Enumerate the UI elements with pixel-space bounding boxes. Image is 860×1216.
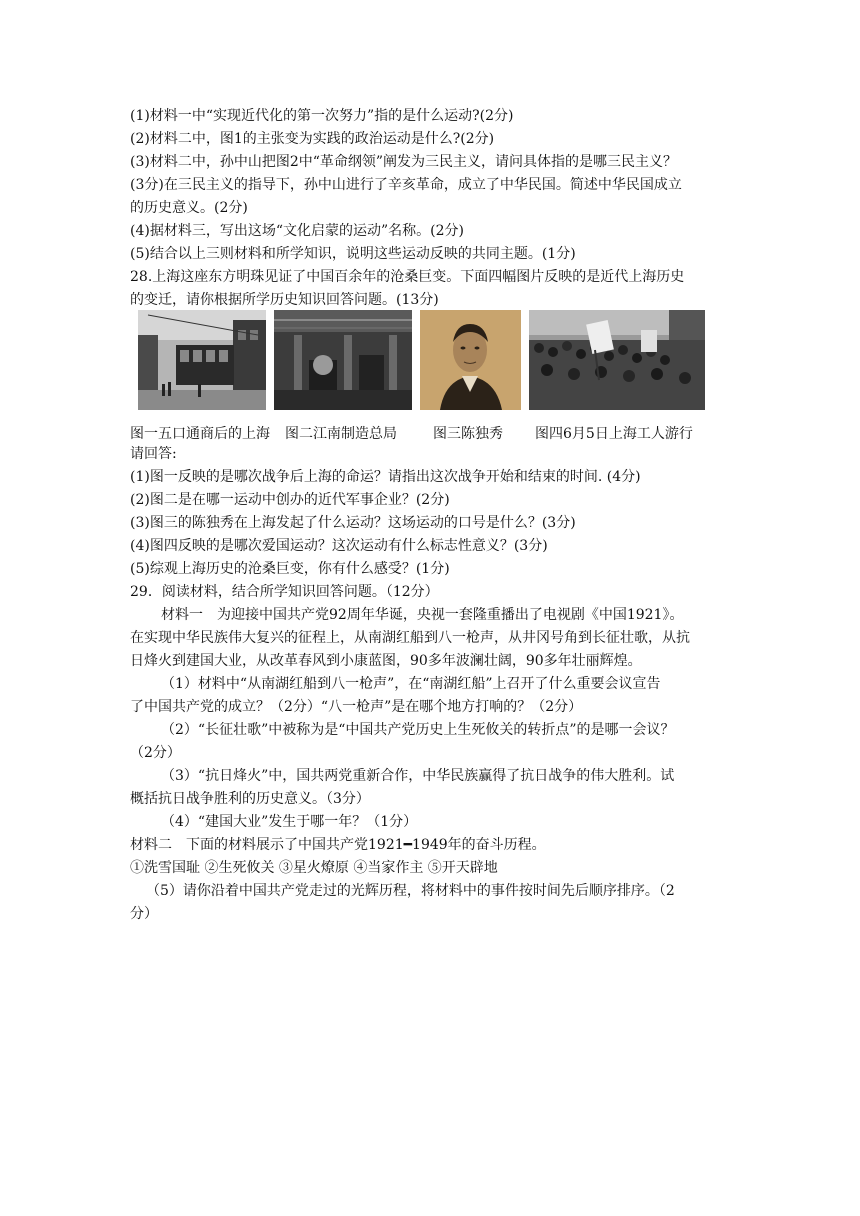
q28-subquestion-2: (2)图二是在哪一运动中创办的近代军事企业？(2分) — [130, 492, 450, 508]
q29-heading: 29．阅读材料，结合所学知识回答问题。（12分） — [130, 584, 439, 600]
photo-jiangnan-arsenal — [274, 310, 412, 410]
q27-line-7: (5)结合以上三则材料和所学知识，说明这些运动反映的共同主题。(1分) — [130, 246, 576, 262]
q27-line-2: (2)材料二中，图1的主张变为实践的政治运动是什么?(2分) — [130, 131, 495, 147]
q29-material-1-line-3: 日烽火到建国大业，从改革春风到小康蓝图，90多年波澜壮阔，90多年壮丽辉煌。 — [130, 653, 642, 669]
q29-sub-2-line-1: （2）“长征壮歌”中被称为是“中国共产党历史上生死攸关的转折点”的是哪一会议？ — [161, 722, 675, 738]
q29-sub-1-line-1: （1）材料中“从南湖红船到八一枪声”，在“南湖红船”上召开了什么重要会议宣告 — [161, 676, 661, 692]
q29-sub-4: （4）“建国大业”发生于哪一年？（1分） — [161, 814, 418, 830]
q29-sub-1-line-2: 了中国共产党的成立？（2分）“八一枪声”是在哪个地方打响的？（2分） — [130, 699, 583, 715]
q29-sub-2-line-2: （2分） — [130, 745, 181, 761]
q28-intro-line-1: 28.上海这座东方明珠见证了中国百余年的沧桑巨变。下面四幅图片反映的是近代上海历史 — [130, 269, 685, 285]
q29-sub-3-line-2: 概括抗日战争胜利的历史意义。（3分） — [130, 791, 370, 807]
q29-material-2: 材料二 下面的材料展示了中国共产党1921━1949年的奋斗历程。 — [130, 837, 546, 853]
q29-sub-5-line-1: （5）请你沿着中国共产党走过的光辉历程，将材料中的事件按时间先后顺序排序。（2 — [146, 883, 675, 899]
q29-material-1-line-1: 材料一 为迎接中国共产党92周年华诞，央视一套隆重播出了电视剧《中国1921》。 — [161, 607, 684, 623]
q28-intro-line-2: 的变迁，请你根据所学历史知识回答问题。(13分) — [130, 292, 439, 308]
q27-line-3: (3)材料二中，孙中山把图2中“革命纲领”阐发为三民主义，请问具体指的是哪三民主义？ — [130, 154, 678, 170]
caption-figure-2: 图二江南制造总局 — [285, 426, 397, 442]
photo-chen-duxiu-portrait — [420, 310, 521, 410]
q27-line-4: (3分)在三民主义的指导下，孙中山进行了辛亥革命，成立了中华民国。简述中华民国成立 — [130, 177, 682, 193]
q28-prompt: 请回答: — [130, 446, 177, 462]
q27-line-6: (4)据材料三，写出这场“文化启蒙的运动”名称。(2分) — [130, 223, 464, 239]
q28-subquestion-4: (4)图四反映的是哪次爱国运动？这次运动有什么标志性意义？(3分) — [130, 538, 548, 554]
caption-figure-1: 图一五口通商后的上海 — [130, 426, 270, 442]
photo-workers-demonstration — [529, 310, 705, 410]
q28-subquestion-1: (1)图一反映的是哪次战争后上海的命运？请指出这次战争开始和结束的时间. (4分) — [130, 469, 641, 485]
q29-sub-3-line-1: （3）“抗日烽火”中，国共两党重新合作，中华民族赢得了抗日战争的伟大胜利。试 — [161, 768, 675, 784]
photo-shanghai-tram — [138, 310, 266, 410]
q28-subquestion-3: (3)图三的陈独秀在上海发起了什么运动？这场运动的口号是什么？(3分) — [130, 515, 576, 531]
q27-line-1: (1)材料一中“实现近代化的第一次努力”指的是什么运动?(2分) — [130, 108, 514, 124]
q29-event-list: ①洗雪国耻 ②生死攸关 ③星火燎原 ④当家作主 ⑤开天辟地 — [130, 860, 498, 876]
q28-subquestion-5: (5)综观上海历史的沧桑巨变，你有什么感受？(1分) — [130, 561, 450, 577]
caption-figure-3: 图三陈独秀 — [433, 426, 503, 442]
caption-figure-4: 图四6月5日上海工人游行 — [535, 426, 693, 442]
q29-material-1-line-2: 在实现中华民族伟大复兴的征程上，从南湖红船到八一枪声，从井冈号角到长征壮歌，从抗 — [130, 630, 690, 646]
q29-sub-5-line-2: 分） — [130, 906, 158, 922]
q27-line-5: 的历史意义。(2分) — [130, 200, 248, 216]
